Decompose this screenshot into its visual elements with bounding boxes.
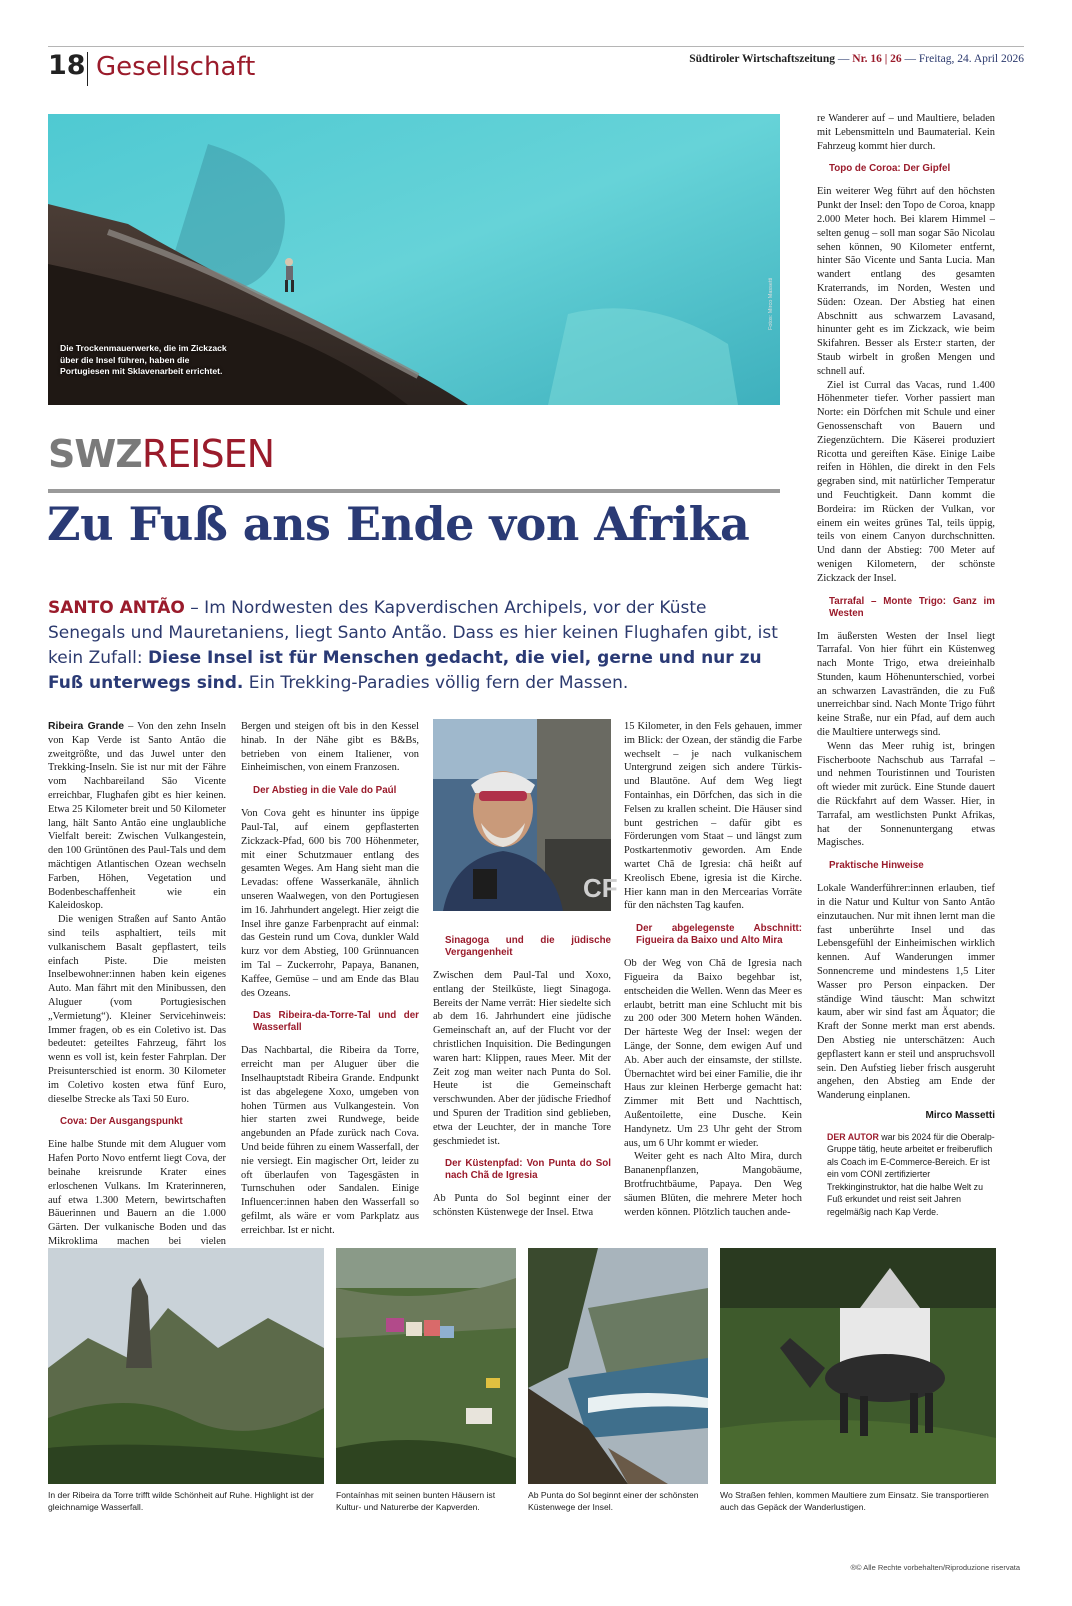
subheading: Der Küstenpfad: Von Punta do Sol nach Chã de Igresia (445, 1158, 611, 1182)
photo-caption: Fontaínhas mit seinen bunten Häusern ist Kultur- und Naturerbe der Kapverden. (336, 1490, 496, 1512)
lead-emphasis: Diese Insel ist für Menschen gedacht, die viel, gerne und nur zu Fuß unterwegs sind. (48, 648, 762, 693)
header-separator (87, 52, 88, 86)
author-portrait-image (433, 719, 618, 911)
article-paragraph: Ziel ist Curral das Vacas, rund 1.400 Höhenmeter tiefer. Vorher passiert man Norte: ein Dörfchen mit Schule und einer Genossenschaft von Bauern und Ziegenzüchtern. Die Käserei produziert Ricotta und gereiften Käse. Einige Laibe reifen in Höhlen, die direkt in den Fels gegraben sind, mit natürlicher Temperatur und Feuchtigkeit. Dann kommt die Bordeira: im Rücken der Vulkan, vor einem ein weites grünes Tal, teils üppig, teils von einem Canyon durchschnitten. Und dann der Abstieg: 700 Meter auf wenigen Kilometern, der schönste Zickzack der Insel. (817, 379, 995, 584)
photo-caption: In der Ribeira da Torre trifft wilde Schönheit auf Ruhe. Highlight ist der gleichnamige Wasserfall. (48, 1490, 314, 1512)
hero-caption: Die Trockenmauerwerke, die im Zickzack über die Insel führen, haben die Portugiesen mit Sklavenarbeit errichtet. (60, 343, 227, 376)
article-paragraph: Die wenigen Straßen auf Santo Antão sind teils asphaltiert, teils mit vulkanischem Basalt gepflastert, teils einfach Piste. Die meisten Inselbewohner:innen haben kein eigenes Auto. Man fährt mit den Minibussen, den Aluguer (vom Portugiesischen „Vermietung“). Kleiner Servicehinweis: Immer fragen, ob es ein Coletivo ist. Das bedeutet: geteiltes Fahrzeug, fährt los wenn es voll ist, kein fester Fahrplan. Der Preisunterschied ist enorm. 30 Kilometer im Coletivo kosten etwa fünf Euro, dieselbe Strecke als Taxi 50 Euro. (48, 914, 226, 1105)
article-paragraph: Eine halbe Stunde mit dem Aluguer vom Hafen Porto Novo entfernt liegt Cova, der beinahe kreisrunde Krater eines erloschenen Vulkans. Im Kraterinneren, auf etwa 1.300 Metern, bewirtschaften Bäuerinnen und Bauern an die 1.000 Gärten. Der vulkanische Boden und das Mikroklima machen bei vielen (48, 1139, 226, 1247)
issue-number: Nr. 16 | 26 (852, 53, 902, 65)
subheading: Der abgelegenste Abschnitt: Figueira da Baixo und Alto Mira (636, 923, 802, 947)
author-portrait (433, 719, 618, 911)
article-paragraph: Das Nachbartal, die Ribeira da Torre, erreicht man per Aluguer über die Inselhauptstadt Ribeira Grande. Endpunkt ist das abgelegene Xoxo, umgeben von hohen Türmen aus Vulkangestein. Von hier starten zwei Rundwege, beide angebunden an Pfade zurück nach Cova. Und beide führen zu einem Wasserfall, der nie versiegt. Ein magischer Ort, leider zu oft überlaufen von Tagesgästen in Turnschuhen oder Sandalen. Einige Influencer:innen haben den Wasserfall so gefilmt, als wäre er vom Parkplatz aus erreichbar. Ist er nicht. (241, 1045, 419, 1236)
article-paragraph: Ob der Weg von Chã de Igresia nach Figueira da Baixo begehbar ist, entscheiden die Wellen. Wenn das Meer es erlaubt, betritt man eine Schlucht mit bis zu 200 oder 300 Metern hohen Wänden. Der härteste Weg der Insel: wegen der Länge, der Sonne, dem ewigen Auf und Ab. Aber auch der einsamste, der stillste. Übernachtet wird bei einer Familie, die ihr Haus zur kleinen Herberge gemacht hat: Zimmer mit Bett und Nachttisch, Außentoilette, eine Dusche. Kein Handynetz. Um 23 Uhr geht der Strom aus, um 6 Uhr kommt er wieder. (624, 958, 802, 1149)
section-title: Gesellschaft (96, 52, 256, 82)
article-paragraph: Lokale Wanderführer:innen erlauben, tief in die Natur und Kultur von Santo Antão einzutauchen. Nur mit ihnen lernt man die fast unberührte Insel und das Lebensgefühl der Einheimischen wirklich kennen. Auf Wanderungen immer Sonnencreme und mindestens 1,5 Liter Wasser pro Person einpacken. Der ständige Wind täuscht: Man schwitzt kaum, aber wir sind fast am Äquator; die Kraft der Sonne merkt man erst abends. Den Abstieg nie unterschätzen: Auch gepflastert kann er steil und anspruchsvoll sein. Den Aufstieg lieber frisch ausgeruht angehen, den Abstieg am Ende der Wanderung einplanen. (817, 883, 995, 1102)
article-paragraph: Zwischen dem Paul-Tal und Xoxo, entlang der Steilküste, liegt Sinagoga. Bereits der Name verrät: Hier siedelte sich ab dem 16. Jahrhundert eine jüdische Gemeinschaft an, auf der Flucht vor der christlichen Inquisition. Die Bedingungen waren hart: Klippen, raues Meer. Mit der Zeit zog man weiter nach Punta do Sol. Heute ist die Gemeinschaft verschwunden. Aber der jüdische Friedhof und Spuren der Tradition sind geblieben, etwa der Leuchter, der in manche Tore geschmiedet ist. (433, 970, 611, 1147)
svg-text:CF: CF (583, 873, 618, 903)
author-label: DER AUTOR (827, 1131, 879, 1142)
author-bio: DER AUTOR war bis 2024 für die Oberalp-Gruppe tätig, heute arbeitet er freiberuflich als Coach im E-Commerce-Bereich. Er ist ein vom CONI zertifizierter Trekkinginstruktor, hat die halbe Welt zu Fuß erkundet und reist seit Jahren regelmäßig nach Kap Verde. (827, 1131, 995, 1217)
article-paragraph: 15 Kilometer, in den Fels gehauen, immer im Blick: der Ozean, der ständig die Farbe wechselt – je nach vulkanischem Untergrund zeigen sich andere Türkis- und Blautöne. Auf dem Weg liegt Fontainhas, ein Dörfchen, das sich in die Felsen zu krallen scheint. Die Häuser sind bunt gestrichen – dafür gibt es Förderungen vom Staat – und längst zum Postkartenmotiv geworden. Am Ende wartet Chã de Igresia: chã heißt auf Kreolisch Ebene, igresia ist die Kirche. Hier kann man in den Mercearias Vorräte für den nächsten Tag kaufen. (624, 721, 802, 912)
photo-fontainhas (336, 1248, 516, 1484)
article-paragraph: Weiter geht es nach Alto Mira, durch Bananenpflanzen, Mangobäume, Brotfruchtbäume, Papaya. Den Weg säumen Blüten, die mehrere Meter hoch werden können. Plötzlich tauchen ande- (624, 1151, 802, 1218)
subheading: Praktische Hinweise (829, 860, 924, 872)
photo-caption: Wo Straßen fehlen, kommen Maultiere zum Einsatz. Sie transportieren auch das Gepäck der Wanderlustigen. (720, 1490, 989, 1512)
photo-caption: Ab Punta do Sol beginnt einer der schönsten Küstenwege der Insel. (528, 1490, 699, 1512)
article-column-1 (48, 720, 226, 1290)
article-paragraph: Im äußersten Westen der Insel liegt Tarrafal. Von hier führt ein Küstenweg nach Monte Trigo, etwa dreieinhalb Stunden, kaum Höhenunterschied, vorbei an schwarzen Lavastränden, die zu Fuß unerreichbar sind. Nach Monte Trigo führt keine Straße, nur ein Pfad, auf dem auch die Maultiere unterwegs sind. (817, 630, 995, 739)
copyright-footer: ®© Alle Rechte vorbehalten/Riproduzione riservata (850, 1563, 1020, 1572)
article-column-2 (241, 720, 419, 1238)
photo-maultiere (720, 1248, 996, 1484)
masthead: Südtiroler Wirtschaftszeitung — Nr. 16 | 26 — Freitag, 24. April 2026 (689, 53, 1024, 65)
lead-text: – Im Nordwesten des Kapverdischen Archipels, vor der Küste Senegals und Mauretaniens, liegt Santo Antão. Dass es hier keinen Flughafen gibt, ist kein Zufall: (48, 598, 778, 668)
photo-ribeira-da-torre (48, 1248, 324, 1484)
article-paragraph: Ab Punta do Sol beginnt einer der schönsten Küstenwege der Insel. Etwa (433, 1193, 611, 1219)
page-number: 18 (48, 50, 86, 81)
photo-punta-do-sol (528, 1248, 708, 1484)
photo-credit: Fotos: Mirco Massetti (768, 277, 774, 330)
lead-location: SANTO ANTÃO (48, 598, 185, 618)
subheading: Der Abstieg in die Vale do Paúl (253, 785, 397, 797)
article-paragraph: Ein weiterer Weg führt auf den höchsten Punkt der Insel: den Topo de Coroa, knapp 2.000 Meter hoch. Bei klarem Himmel – selten genug – soll man sogar São Nicolau sehen können, 90 Kilometer entfernt, hinter São Vicente und Santa Lucia. Man wandert entlang des gesamten Kraterrands, im Norden, Westen und Süden: Ozean. Der Abstieg hat einen Abschnitt aus schwarzem Lavasand, hinunter geht es im Zickzack, wie beim Skifahren. Besser als Erste:r starten, der Staub wirbelt in großen Mengen und schnell auf. (817, 186, 995, 377)
issue-date: Freitag, 24. April 2026 (918, 53, 1024, 65)
article-column-3 (433, 935, 611, 1220)
headline-rule (48, 489, 780, 493)
header-rule (48, 46, 1024, 47)
subheading: Cova: Der Ausgangspunkt (60, 1116, 183, 1128)
kicker-brand: SWZ (48, 432, 142, 476)
headline: Zu Fuß ans Ende von Afrika (47, 497, 750, 551)
article-paragraph: re Wanderer auf – und Maultiere, beladen mit Lebensmitteln und Baumaterial. Kein Fahrzeug kommt hier durch. (817, 113, 995, 152)
publication-name: Südtiroler Wirtschaftszeitung (689, 53, 836, 65)
section-kicker (48, 432, 274, 476)
dateline: Ribeira Grande (48, 721, 124, 732)
article-column-4 (624, 720, 802, 1219)
lead-end: Ein Trekking-Paradies völlig fern der Massen. (243, 673, 629, 693)
subheading: Tarrafal – Monte Trigo: Ganz im Westen (829, 595, 995, 619)
article-paragraph: Wenn das Meer ruhig ist, bringen Fischerboote Nachschub aus Tarrafal – und nehmen Touristinnen und Touristen oft wieder mit zurück. Eine Stunde dauert die Rückfahrt auf dem Wasser. Hier, in Tarrafal, am westlichsten Punkt Afrikas, hat der Sonnenuntergang etwas Magisches. (817, 740, 995, 849)
article-paragraph: Ribeira Grande – Von den zehn Inseln von Kap Verde ist Santo Antão die zweitgrößte, und das Juwel unter den Trekking-Inseln. Sie ist nur mit der Fähre vom Nachbareiland São Vicente erreichbar, Flughafen gibt es hier keinen. Etwa 25 Kilometer breit und 50 Kilometer lang, hält Santo Antão eine unglaubliche Vielfalt bereit: Zwischen Vulkangestein, den 100 Grüntönen des Paul-Tals und dem mächtigen Atlantischen Ozean wechseln Farben, Höhen, Vegetation und Bodenbeschaffenheit wie ein Kaleidoskop. (48, 721, 226, 912)
author-signature: Mirco Massetti (925, 1110, 995, 1121)
article-paragraph: Von Cova geht es hinunter ins üppige Paul-Tal, auf einem gepflasterten Zickzack-Pfad, 600 bis 700 Höhenmeter, mit einer Schutzmauer entlang des gesamten Weges. Am Hang sieht man die Levadas: offene Wasserkanäle, ähnlich unseren Waalwegen, von den Portugiesen im 16. Jahrhundert angelegt. Hier zeigt die Insel ihre ganze Farbenpracht auf einmal: das Gestein rund um Cova, dunkler Wald kurz vor dem Abstieg, 100 Grünnuancen im Tal – Zuckerrohr, Papaya, Bananen, Kaffee, Gemüse – und am Ende das Blau des Ozeans. (241, 808, 419, 999)
article-paragraph: Bergen und steigen oft bis in den Kessel hinab. In der Nähe gibt es B&Bs, betrieben von einem Italiener, von Einheimischen, von einem Franzosen. (241, 721, 419, 774)
subheading: Das Ribeira-da-Torre-Tal und der Wasserfall (253, 1010, 419, 1034)
kicker-label: REISEN (141, 432, 275, 476)
lead-paragraph (48, 596, 780, 696)
subheading: Sinagoga und die jüdische Vergangenheit (445, 935, 611, 958)
article-column-5 (817, 112, 995, 1218)
subheading: Topo de Coroa: Der Gipfel (829, 163, 951, 175)
